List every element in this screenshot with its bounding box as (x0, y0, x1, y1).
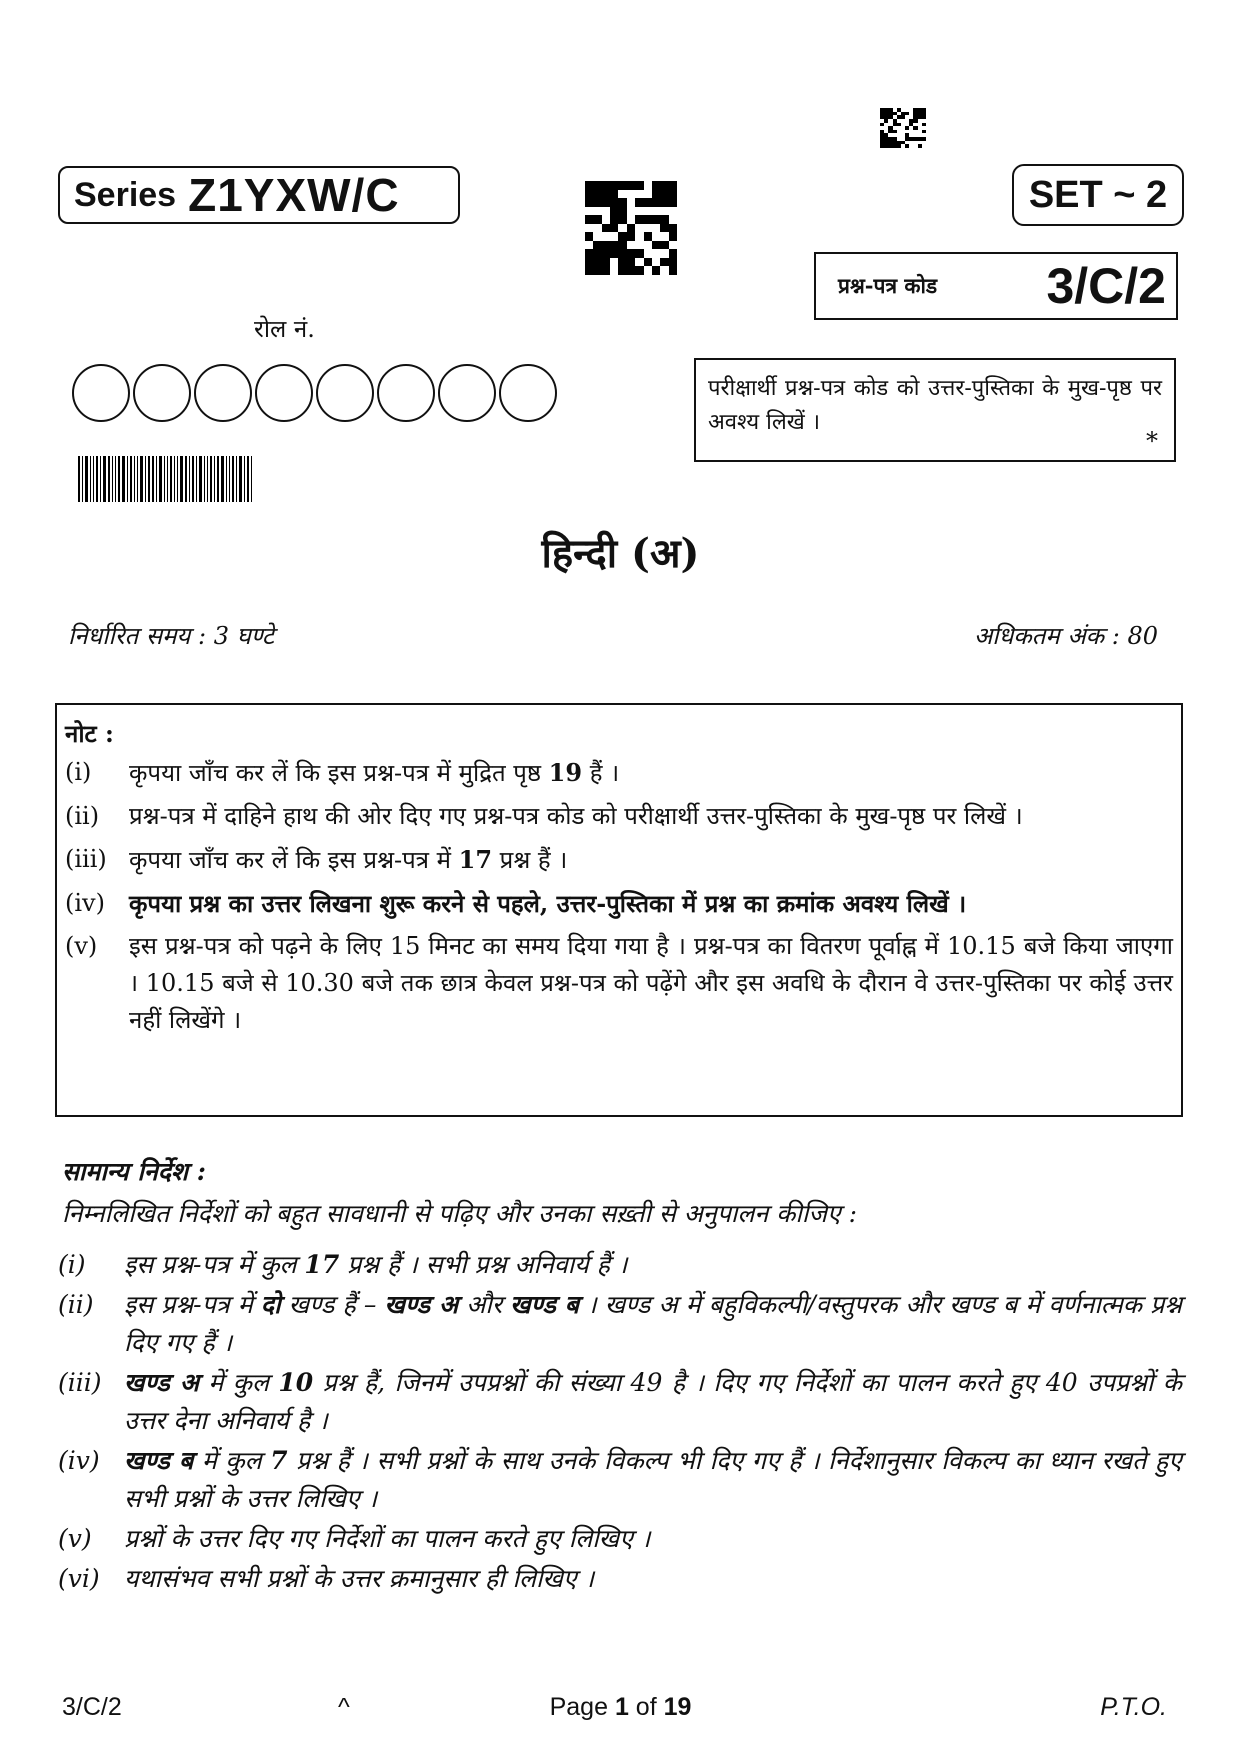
time-allowed: निर्धारित समय : 3 घण्टे (68, 622, 275, 650)
barcode-bar (115, 456, 116, 502)
barcode-bar (122, 456, 125, 502)
page-text: Page (549, 1693, 615, 1721)
text-part: इस प्रश्न-पत्र में कुल (124, 1250, 305, 1279)
text-bold: खण्ड ब (124, 1446, 194, 1475)
text-bold: दो (260, 1290, 281, 1319)
barcode-bar (85, 456, 88, 502)
note-item (65, 928, 1173, 1039)
general-item-number: (i) (58, 1250, 86, 1279)
barcode-bar (140, 456, 143, 502)
note-item (65, 841, 1173, 879)
barcode-bar (185, 456, 187, 502)
text-part: और (458, 1290, 511, 1319)
general-item-text (124, 1442, 1182, 1518)
candidate-instruction-box (694, 358, 1176, 462)
general-item-text: प्रश्नों के उत्तर दिए गए निर्देशों का पालन करते हुए लिखिए । (124, 1524, 651, 1553)
note-item-text (129, 754, 1173, 792)
barcode-bar (167, 456, 168, 502)
barcode-bar (164, 456, 165, 502)
general-item-number: (iii) (58, 1368, 102, 1397)
series-label: Series (74, 175, 177, 214)
note-text-part: कृपया जाँच कर लें कि इस प्रश्न-पत्र में (129, 846, 459, 874)
general-item (58, 1442, 1182, 1518)
footer-mark: ^ (338, 1693, 350, 1721)
barcode-bar (180, 456, 183, 502)
general-item-text (124, 1364, 1182, 1440)
barcode-bar (100, 456, 101, 502)
barcode-bar (247, 456, 249, 502)
barcode-bar (239, 456, 242, 502)
barcode-bar (159, 456, 162, 502)
barcode-bar (226, 456, 227, 502)
general-item (58, 1560, 1182, 1598)
barcode-bar (221, 456, 224, 502)
general-item-number: (ii) (58, 1290, 94, 1319)
barcode-bar (152, 456, 154, 502)
barcode-bar (82, 456, 83, 502)
text-part: में कुल (198, 1368, 279, 1397)
text-part: इस प्रश्न-पत्र में (124, 1290, 261, 1319)
max-marks: अधिकतम अंक : 80 (973, 622, 1158, 650)
barcode-bar (127, 456, 128, 502)
subject-title: हिन्दी (अ) (541, 530, 700, 577)
page-total: 19 (663, 1693, 692, 1721)
text-bold: 7 (270, 1446, 288, 1475)
text-part: । खण्ड अ में बहुविकल्पी/वस्तुपरक और खण्ड ब में वर्णनात्मक प्रश्न दिए गए हैं । (124, 1290, 1182, 1357)
barcode-bar (189, 456, 190, 502)
barcode-bar (204, 456, 205, 502)
barcode-bar (137, 456, 138, 502)
barcode-bar (229, 456, 230, 502)
general-item (58, 1364, 1182, 1440)
text-bold: खण्ड ब (510, 1290, 579, 1319)
note-item-number: (i) (65, 758, 92, 786)
series-code: Z1YXW/C (188, 169, 400, 221)
barcode-bar (177, 456, 178, 502)
barcode-bar (118, 456, 120, 502)
footer-paper-code: 3/C/2 (62, 1693, 122, 1721)
page-current: 1 (614, 1693, 629, 1721)
barcode-bar (251, 456, 252, 502)
barcode-bar (108, 456, 110, 502)
qr-code (585, 181, 677, 275)
text-part: प्रश्न हैं । सभी प्रश्न अनिवार्य हैं । (339, 1250, 628, 1279)
roll-digit-circle[interactable] (438, 364, 496, 422)
note-item-number: (iii) (65, 845, 107, 873)
general-item (58, 1520, 1182, 1558)
general-instructions-intro: निम्नलिखित निर्देशों को बहुत सावधानी से पढ़िए और उनका सख़्ती से अनुपालन कीजिए : (62, 1199, 858, 1228)
barcode-bar (192, 456, 194, 502)
barcode-bar (196, 456, 197, 502)
text-part: प्रश्न हैं । सभी प्रश्नों के साथ उनके विकल्प भी दिए गए हैं । निर्देशानुसार विकल्प का ध्यान रखते हुए सभी प्रश्नों के उत्तर लिखिए । (124, 1446, 1182, 1513)
note-item-number: (iv) (65, 889, 105, 917)
note-item-text: प्रश्न-पत्र में दाहिने हाथ की ओर दिए गए प्रश्न-पत्र कोड को परीक्षार्थी उत्तर-पुस्तिका के मुख-पृष्ठ पर लिखें । (129, 802, 1023, 830)
general-item-text: यथासंभव सभी प्रश्नों के उत्तर क्रमानुसार ही लिखिए । (124, 1564, 595, 1593)
barcode-bar (93, 456, 94, 502)
barcode-bar (232, 456, 234, 502)
set-box: SET ~ 2 (1012, 164, 1184, 226)
star-mark: * (1146, 427, 1158, 455)
barcode-bar (130, 456, 132, 502)
text-part: खण्ड हैं – (280, 1290, 385, 1319)
page-text: of (628, 1693, 664, 1721)
note-item (65, 754, 1173, 792)
barcode-bar (103, 456, 106, 502)
roll-digit-circle[interactable] (133, 364, 191, 422)
barcode-bar (217, 456, 219, 502)
note-item-text: कृपया प्रश्न का उत्तर लिखना शुरू करने से पहले, उत्तर-पुस्तिका में प्रश्न का क्रमांक अवश्य लिखें । (129, 889, 967, 918)
barcode-bar (90, 456, 91, 502)
barcode-bar (214, 456, 215, 502)
text-bold: 10 (278, 1368, 314, 1397)
series-box (58, 166, 460, 224)
barcode-bar (236, 456, 237, 502)
note-title: नोट : (65, 719, 114, 748)
barcode-bar (145, 456, 146, 502)
roll-digit-circle[interactable] (499, 364, 557, 422)
note-item-text (129, 841, 1173, 879)
barcode-bar (207, 456, 208, 502)
small-qr-code (880, 108, 926, 148)
text-part: में कुल (193, 1446, 271, 1475)
general-instructions-list (58, 1246, 1182, 1600)
barcode-bar (134, 456, 135, 502)
footer-page-number (0, 1693, 1241, 1722)
roll-digit-circle[interactable] (255, 364, 313, 422)
barcode-bar (244, 456, 245, 502)
barcode-bar (148, 456, 150, 502)
roll-digit-circle[interactable] (194, 364, 252, 422)
note-item-number: (v) (65, 932, 98, 960)
roll-number-label: रोल नं. (254, 315, 315, 343)
note-text-part: कृपया जाँच कर लें कि इस प्रश्न-पत्र में मुद्रित पृष्ठ (129, 759, 549, 787)
barcode (78, 456, 288, 502)
barcode-bar (174, 456, 175, 502)
note-box (55, 703, 1183, 1117)
general-instructions-title: सामान्य निर्देश : (62, 1157, 206, 1186)
roll-number-circles[interactable] (72, 364, 560, 422)
note-text-part: हैं । (582, 759, 620, 787)
general-item-text (124, 1246, 1182, 1284)
candidate-instruction-text: परीक्षार्थी प्रश्न-पत्र कोड को उत्तर-पुस्तिका के मुख-पृष्ठ पर अवश्य लिखें । (708, 376, 1162, 435)
note-item-text: इस प्रश्न-पत्र को पढ़ने के लिए 15 मिनट का समय दिया गया है । प्रश्न-पत्र का वितरण पूर्वाह्न में 10.15 बजे किया जाएगा । 10.15 बजे से 10.30 बजे तक छात्र केवल प्रश्न-पत्र को पढ़ेंगे और इस अवधि के दौरान वे उत्तर-पुस्तिका पर कोई उत्तर नहीं लिखेंगे । (129, 932, 1173, 1034)
general-item (58, 1286, 1182, 1362)
roll-digit-circle[interactable] (72, 364, 130, 422)
general-item-number: (v) (58, 1524, 92, 1553)
barcode-bar (96, 456, 98, 502)
barcode-bar (78, 456, 80, 502)
barcode-bar (156, 456, 157, 502)
note-item-number: (ii) (65, 802, 100, 830)
text-bold: खण्ड अ (384, 1290, 459, 1319)
roll-digit-circle[interactable] (377, 364, 435, 422)
text-bold: खण्ड अ (124, 1368, 199, 1397)
footer-pto: P.T.O. (1100, 1693, 1167, 1721)
note-text-part: प्रश्न हैं । (492, 846, 568, 874)
general-item (58, 1246, 1182, 1284)
note-item (65, 798, 1173, 835)
general-item-number: (iv) (58, 1446, 100, 1475)
barcode-bar (210, 456, 212, 502)
text-part: प्रश्न हैं, जिनमें उपप्रश्नों की संख्या 49 है । दिए गए निर्देशों का पालन करते हुए 40 उपप्रश्नों के उत्तर देना अनिवार्य है । (124, 1368, 1182, 1435)
paper-code-value: 3/C/2 (1046, 258, 1166, 314)
paper-code-box (814, 252, 1178, 320)
roll-digit-circle[interactable] (316, 364, 374, 422)
note-text-bold: 19 (548, 758, 583, 787)
paper-code-label: प्रश्न-पत्र कोड (838, 273, 938, 298)
barcode-bar (170, 456, 172, 502)
note-text-bold: 17 (458, 845, 493, 874)
barcode-bar (199, 456, 202, 502)
general-item-number: (vi) (58, 1564, 100, 1593)
note-item (65, 885, 1173, 922)
text-bold: 17 (304, 1250, 340, 1279)
barcode-bar (112, 456, 113, 502)
general-item-text (124, 1286, 1182, 1362)
